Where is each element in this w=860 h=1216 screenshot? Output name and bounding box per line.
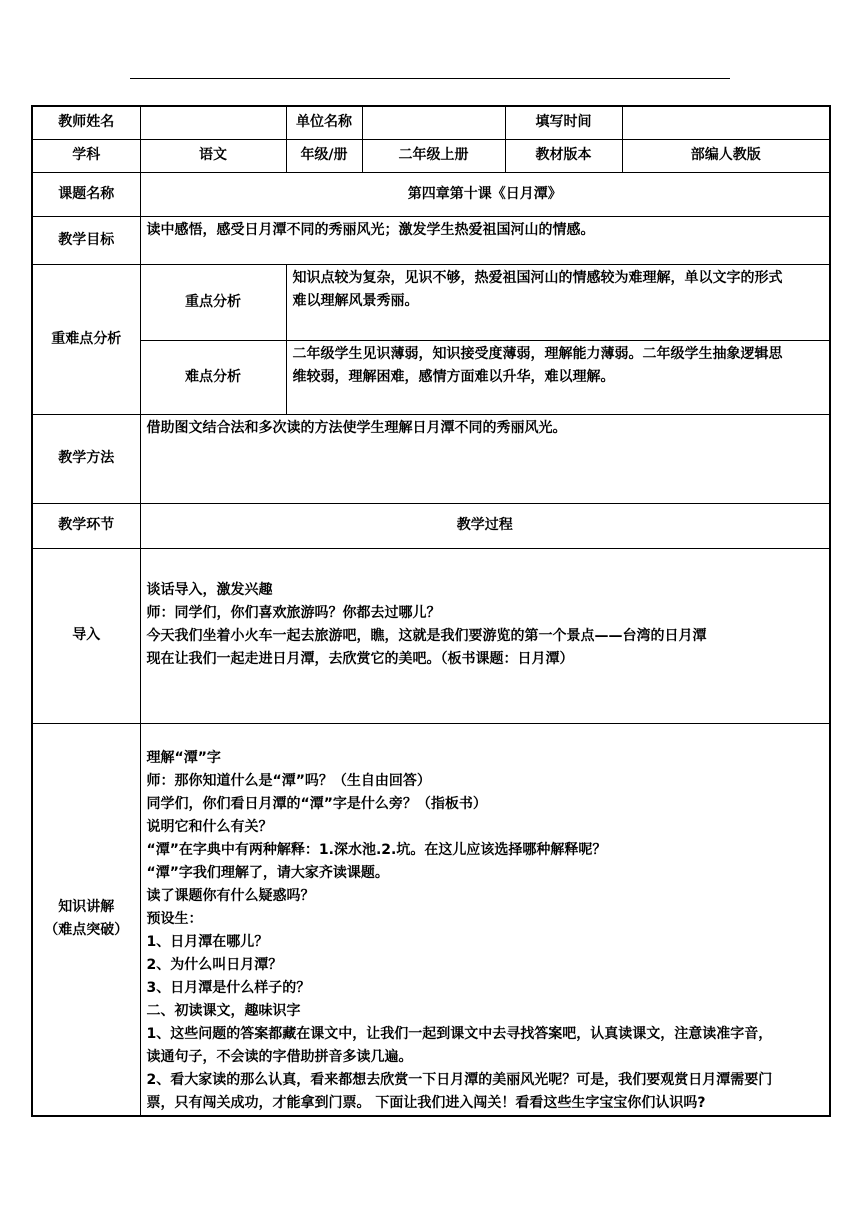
teacher-name-value [140,106,286,139]
goal-row [32,216,830,264]
knowledge-line: 同学们，你们看日月潭的“潭”字是什么旁？（指板书） [146,795,487,812]
lesson-plan-table [31,105,831,1117]
intro-text [140,548,830,723]
subject-row [32,139,830,172]
knowledge-line: 2、看大家读的那么认真，看来都想去欣赏一下日月潭的美丽风光呢？可是，我们要观赏日月潭需要门 [146,1071,773,1088]
unit-value [362,106,505,139]
fill-time-label: 填写时间 [505,106,622,139]
knowledge-line: 2、为什么叫日月潭？ [146,956,283,973]
header-row [32,106,830,139]
focus-label: 重点分析 [140,264,286,340]
knowledge-line: 说明它和什么有关？ [146,818,273,835]
unit-label: 单位名称 [286,106,362,139]
edition-label: 教材版本 [505,139,622,172]
knowledge-label-line1: 知识讲解 [58,899,115,915]
header-rule [130,78,730,79]
grade-label: 年级/册 [286,139,362,172]
edition-value: 部编人教版 [622,139,830,172]
intro-line: 今天我们坐着小火车一起去旅游吧，瞧，这就是我们要游览的第一个景点——台湾的日月潭 [146,627,707,644]
process-label: 教学过程 [140,503,830,548]
knowledge-line: 3、日月潭是什么样子的？ [146,979,311,996]
focus-line: 知识点较为复杂，见识不够，热爱祖国河山的情感较为难理解，单以文字的形式 [292,269,783,286]
intro-line: 现在让我们一起走进日月潭，去欣赏它的美吧。（板书课题：日月潭） [146,650,574,667]
topic-label: 课题名称 [32,172,140,216]
process-header-row [32,503,830,548]
knowledge-row [32,723,830,1116]
difficulty-row [32,340,830,414]
goal-value: 读中感悟，感受日月潭不同的秀丽风光；激发学生热爱祖国河山的情感。 [140,216,830,264]
knowledge-line: “潭”字我们理解了，请大家齐读课题。 [146,864,389,881]
knowledge-line: 二、初读课文，趣味识字 [146,1002,301,1019]
knowledge-line: 读了课题你有什么疑惑吗？ [146,887,315,904]
teacher-name-label: 教师姓名 [32,106,140,139]
focus-line: 难以理解风景秀丽。 [292,292,419,309]
difficulty-text [286,340,830,414]
process-stage-label: 教学环节 [32,503,140,548]
knowledge-label [32,723,140,1116]
difficulty-label: 难点分析 [140,340,286,414]
intro-row [32,548,830,723]
topic-row [32,172,830,216]
knowledge-text [140,723,830,1116]
knowledge-line: 预设生： [146,910,203,927]
method-label: 教学方法 [32,414,140,503]
method-row [32,414,830,503]
knowledge-line: 师：那你知道什么是“潭”吗？（生自由回答） [146,772,431,789]
difficulty-line: 二年级学生见识薄弱，知识接受度薄弱，理解能力薄弱。二年级学生抽象逻辑思 [292,345,783,362]
focus-text [286,264,830,340]
topic-value: 第四章第十课《日月潭》 [140,172,830,216]
focus-row [32,264,830,340]
key-points-label: 重难点分析 [32,264,140,414]
knowledge-line: 1、这些问题的答案都藏在课文中，让我们一起到课文中去寻找答案吧，认真读课文，注意读准字音， [146,1025,773,1042]
knowledge-line: 1、日月潭在哪儿？ [146,933,269,950]
knowledge-line: 读通句子，不会读的字借助拼音多读几遍。 [146,1048,413,1065]
difficulty-line: 维较弱，理解困难，感情方面难以升华，难以理解。 [292,368,615,385]
intro-label: 导入 [32,548,140,723]
intro-line: 师：同学们，你们喜欢旅游吗？你都去过哪儿？ [146,604,441,621]
knowledge-line: “潭”在字典中有两种解释：1.深水池.2.坑。在这儿应该选择哪种解释呢？ [146,841,607,858]
subject-label: 学科 [32,139,140,172]
intro-line: 谈话导入，激发兴趣 [146,581,273,598]
knowledge-line: 票，只有闯关成功，才能拿到门票。 下面让我们进入闯关！看看这些生字宝宝你们认识吗? [146,1094,706,1111]
knowledge-line: 理解“潭”字 [146,749,221,766]
goal-label: 教学目标 [32,216,140,264]
subject-value: 语文 [140,139,286,172]
fill-time-value [622,106,830,139]
grade-value: 二年级上册 [362,139,505,172]
method-value: 借助图文结合法和多次读的方法使学生理解日月潭不同的秀丽风光。 [140,414,830,503]
knowledge-label-line2: （难点突破） [44,922,129,938]
